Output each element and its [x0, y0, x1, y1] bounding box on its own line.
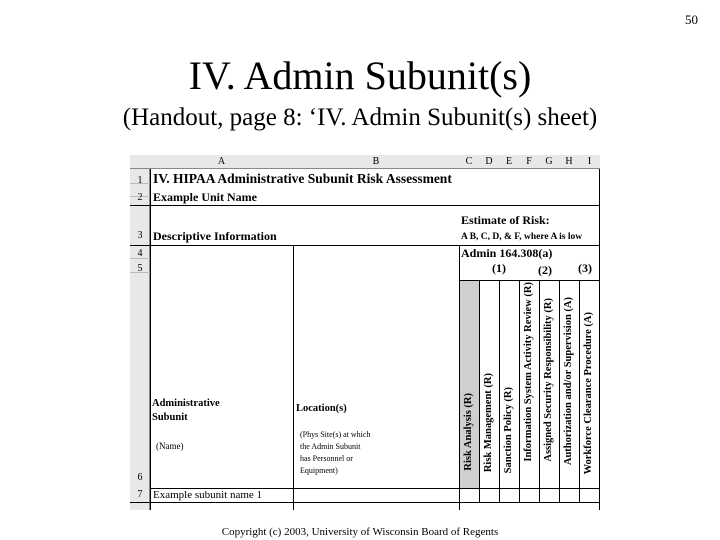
col-line — [479, 280, 480, 502]
col-line — [459, 245, 460, 510]
col-line — [150, 169, 151, 510]
unit-name: Example Unit Name — [153, 190, 257, 204]
col-header-e: E — [505, 156, 513, 167]
item-number-2: (2) — [538, 263, 552, 277]
admin-citation: Admin 164.308(a) — [461, 246, 553, 260]
header-authorization-supervision: Authorization and/or Supervision (A) — [563, 297, 574, 466]
location-note-line1: (Phys Site(s) at which — [300, 430, 371, 439]
slide-title: IV. Admin Subunit(s) — [188, 53, 532, 98]
col-header-g: G — [545, 156, 553, 167]
col-header-f: F — [526, 156, 532, 167]
location-header: Location(s) — [296, 403, 347, 414]
col-line — [599, 169, 600, 510]
risk-scale-label: A B, C, D, & F, where A is low — [461, 232, 583, 242]
col-header-a: A — [217, 156, 226, 167]
col-header-h: H — [565, 156, 573, 167]
col-line — [519, 280, 520, 502]
header-sanction-policy: Sanction Policy (R) — [503, 387, 514, 474]
admin-subunit-name-note: (Name) — [156, 441, 184, 451]
header-assigned-security-responsibility: Assigned Security Responsibility (R) — [543, 298, 554, 462]
item-number-1: (1) — [492, 261, 506, 275]
col-header-b: B — [372, 156, 380, 167]
admin-subunit-header-line1: Administrative — [152, 398, 220, 409]
estimate-of-risk-label: Estimate of Risk: — [461, 213, 550, 227]
col-header-i: I — [587, 156, 592, 167]
col-line — [499, 280, 500, 502]
row-line — [130, 205, 600, 206]
row-number-2: 2 — [137, 192, 143, 203]
col-line — [539, 280, 540, 502]
row-line — [130, 502, 600, 503]
row-number-5: 5 — [137, 263, 143, 274]
slide-subtitle: (Handout, page 8: ‘IV. Admin Subunit(s) sheet) — [122, 104, 598, 131]
admin-subunit-header-line2: Subunit — [152, 412, 188, 423]
col-line — [579, 280, 580, 502]
row-header-band — [130, 169, 150, 510]
row-number-3: 3 — [137, 230, 143, 241]
row-number-1: 1 — [137, 175, 143, 186]
row-number-4: 4 — [137, 248, 143, 259]
col-line — [293, 245, 294, 510]
col-line — [559, 280, 560, 502]
item-number-3: (3) — [578, 261, 592, 275]
header-risk-management: Risk Management (R) — [483, 373, 494, 473]
spreadsheet-screenshot — [130, 155, 600, 510]
col-header-c: C — [465, 156, 473, 167]
row-number-7: 7 — [137, 489, 143, 500]
header-risk-analysis: Risk Analysis (R) — [463, 393, 474, 471]
header-workforce-clearance: Workforce Clearance Procedure (A) — [583, 312, 594, 475]
copyright-footer: Copyright (c) 2003, University of Wisconsin Board of Regents — [221, 526, 499, 538]
header-info-system-activity-review: Information System Activity Review (R) — [523, 282, 534, 462]
location-note-line2: the Admin Subunit — [300, 442, 361, 451]
descriptive-info-label: Descriptive Information — [153, 229, 277, 243]
page-number: 50 — [685, 12, 698, 27]
col-header-d: D — [485, 156, 493, 167]
row-number-6: 6 — [137, 472, 143, 483]
sheet-title: IV. HIPAA Administrative Subunit Risk Assessment — [153, 171, 452, 186]
example-subunit-cell: Example subunit name 1 — [153, 489, 263, 501]
location-note-line4: Equipment) — [300, 466, 338, 475]
location-note-line3: has Personnel or — [300, 454, 353, 463]
